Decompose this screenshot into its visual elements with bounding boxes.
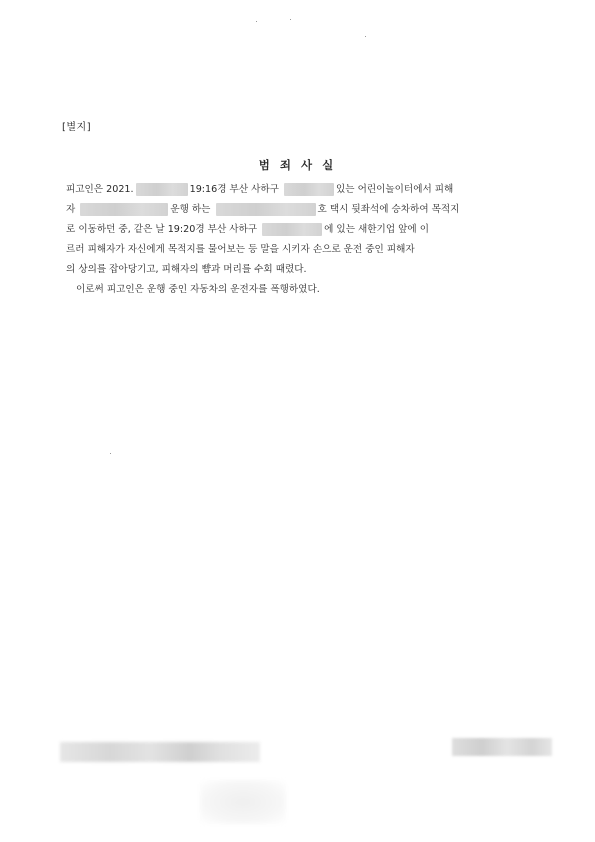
document-heading: 범 죄 사 실 [258,158,337,172]
redacted-stamp [200,780,286,824]
annex-label: [별지] [62,122,92,133]
body-line [66,200,546,220]
body-line [66,180,546,200]
body-line [66,260,546,280]
body-text-segment: 호 택시 뒷좌석에 승차하여 목적지 [317,204,460,215]
redaction-box [136,183,188,196]
body-text [66,180,546,300]
body-line [66,280,546,300]
body-text-segment: 에 있는 새한기업 앞에 이 [324,224,429,235]
body-text-segment: 의 상의를 잡아당기고, 피해자의 뺨과 머리를 수회 때렸다. [66,264,307,275]
redacted-footer-left [60,742,260,762]
redaction-box [216,203,316,216]
scan-speck [110,453,111,454]
body-text-segment: 운행 하는 [170,204,214,215]
redaction-box [262,223,322,236]
body-line [66,240,546,260]
redaction-box [284,183,334,196]
body-text-segment: 이로써 피고인은 운행 중인 자동차의 운전자를 폭행하였다. [76,284,320,295]
body-text-segment: 피고인은 2021. [66,184,134,195]
body-text-segment: 19:16경 부산 사하구 [189,184,282,195]
scan-speck [365,36,366,37]
body-line [66,220,546,240]
scan-speck [290,19,291,20]
redaction-box [80,203,168,216]
body-text-segment: 있는 어린이놀이터에서 피해 [336,184,454,195]
body-text-segment: 로 이동하던 중, 같은 날 19:20경 부산 사하구 [66,224,261,235]
redacted-footer-right [452,738,552,756]
scan-speck [256,21,257,22]
body-text-segment: 르러 피해자가 자신에게 목적지를 물어보는 등 말을 시키자 손으로 운전 중인 피해자 [66,244,415,255]
body-text-segment: 자 [66,204,79,215]
